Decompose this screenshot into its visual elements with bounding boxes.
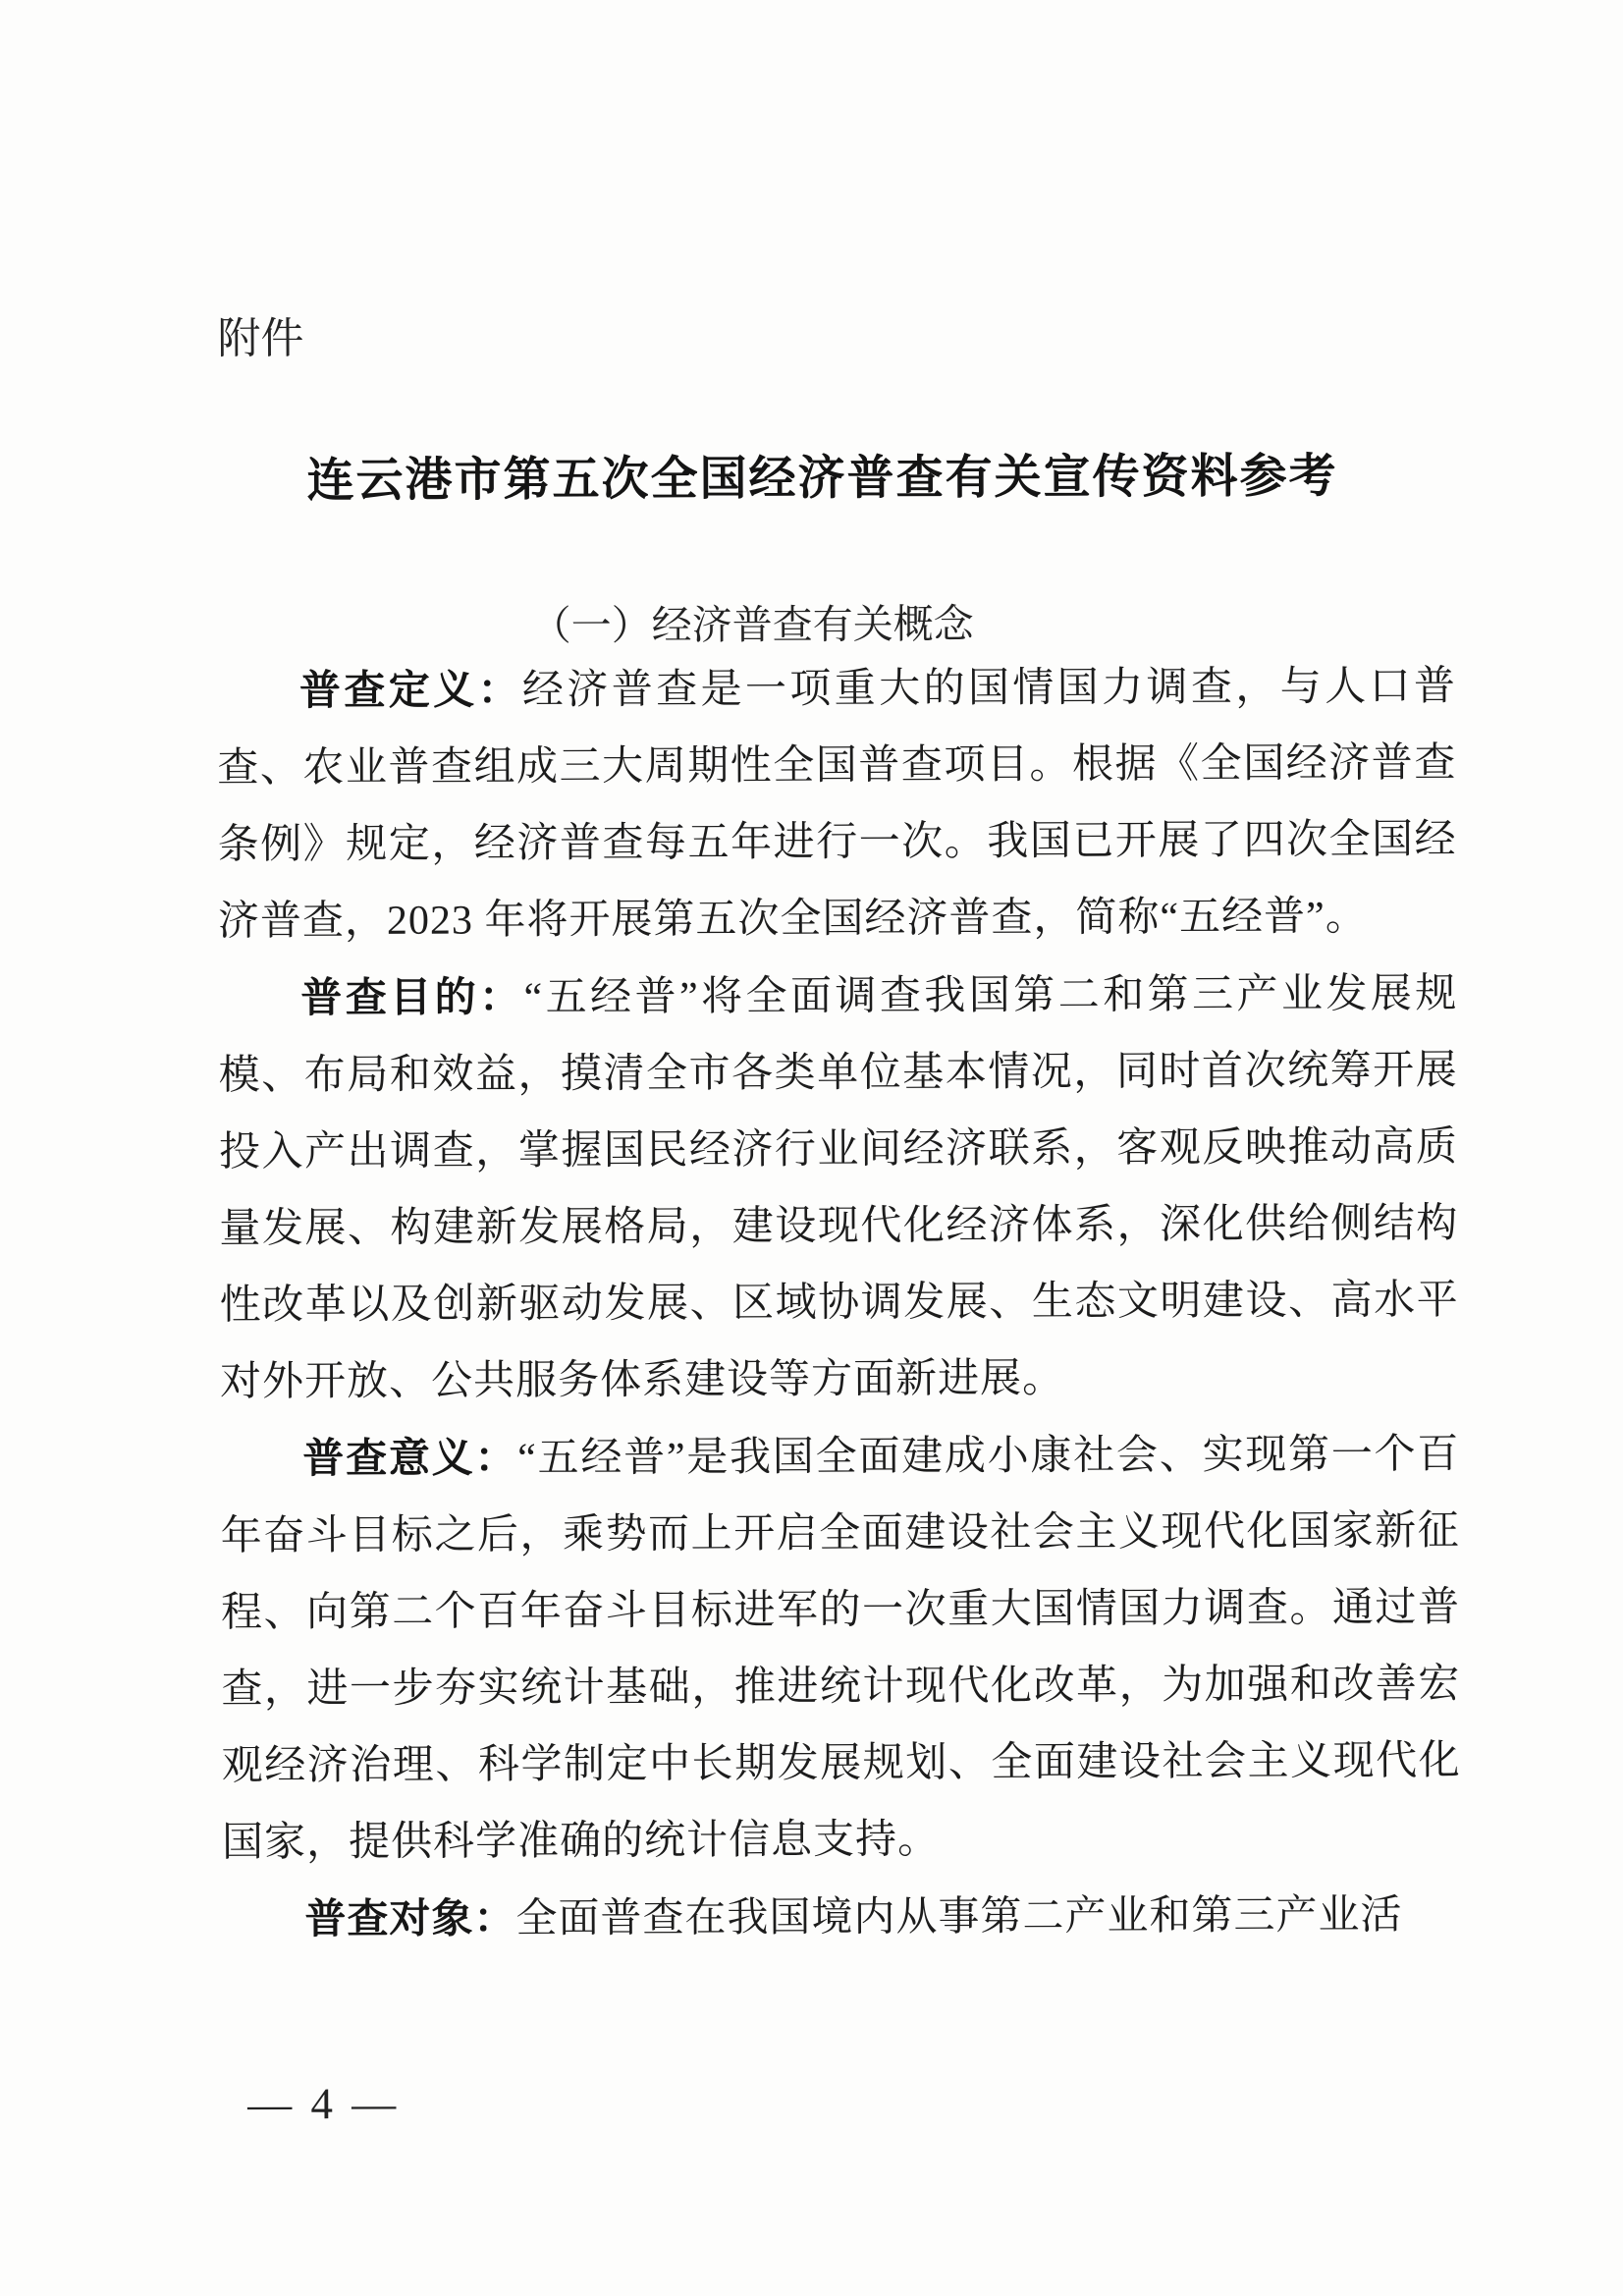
document-body — [217, 647, 1462, 1958]
paragraph-text-subjects: 全面普查在我国境内从事第二产业和第三产业活 — [515, 1892, 1403, 1942]
paragraph-census-subjects — [222, 1876, 1461, 1959]
attachment-label: 附件 — [217, 314, 304, 363]
paragraph-census-significance — [220, 1415, 1461, 1882]
paragraph-lead-definition: 普查定义： — [298, 666, 523, 714]
section-heading: （一）经济普查有关概念 — [530, 601, 974, 649]
paragraph-census-purpose — [218, 955, 1459, 1421]
paragraph-text-definition: 经济普查是一项重大的国情国力调查，与人口普查、农业普查组成三大周期性全国普查项目。根据《全国经济普查条例》规定，经济普查每五年进行一次。我国已开展了四次全国经济普查，2023 年将开展第五次全国经济普查，简称“五经普”。 — [217, 664, 1457, 945]
paragraph-lead-significance: 普查意义： — [302, 1434, 518, 1482]
paragraph-census-definition — [217, 647, 1457, 960]
paragraph-lead-subjects: 普查对象： — [304, 1894, 516, 1942]
paragraph-text-significance: “五经普”是我国全面建成小康社会、实现第一个百年奋斗目标之后，乘势而上开启全面建设社会主义现代化国家新征程、向第二个百年奋斗目标进军的一次重大国情国力调查。通过普查，进一步夯实统计基础，推进统计现代化改革，为加强和改善宏观经济治理、科学制定中长期发展规划、全面建设社会主义现代化国家，提供科学准确的统计信息支持。 — [220, 1432, 1461, 1866]
document-title: 连云港市第五次全国经济普查有关宣传资料参考 — [306, 450, 1338, 508]
paragraph-text-purpose: “五经普”将全面调查我国第二和第三产业发展规模、布局和效益，摸清全市各类单位基本情况，同时首次统筹开展投入产出调查，掌握国民经济行业间经济联系，客观反映推动高质量发展、构建新发展格局，建设现代化经济体系，深化供给侧结构性改革以及创新驱动发展、区域协调发展、生态文明建设、高水平对外开放、公共服务体系建设等方面新进展。 — [218, 971, 1459, 1405]
paragraph-lead-purpose: 普查目的： — [300, 973, 524, 1021]
page-number: — 4 — — [247, 2078, 401, 2129]
